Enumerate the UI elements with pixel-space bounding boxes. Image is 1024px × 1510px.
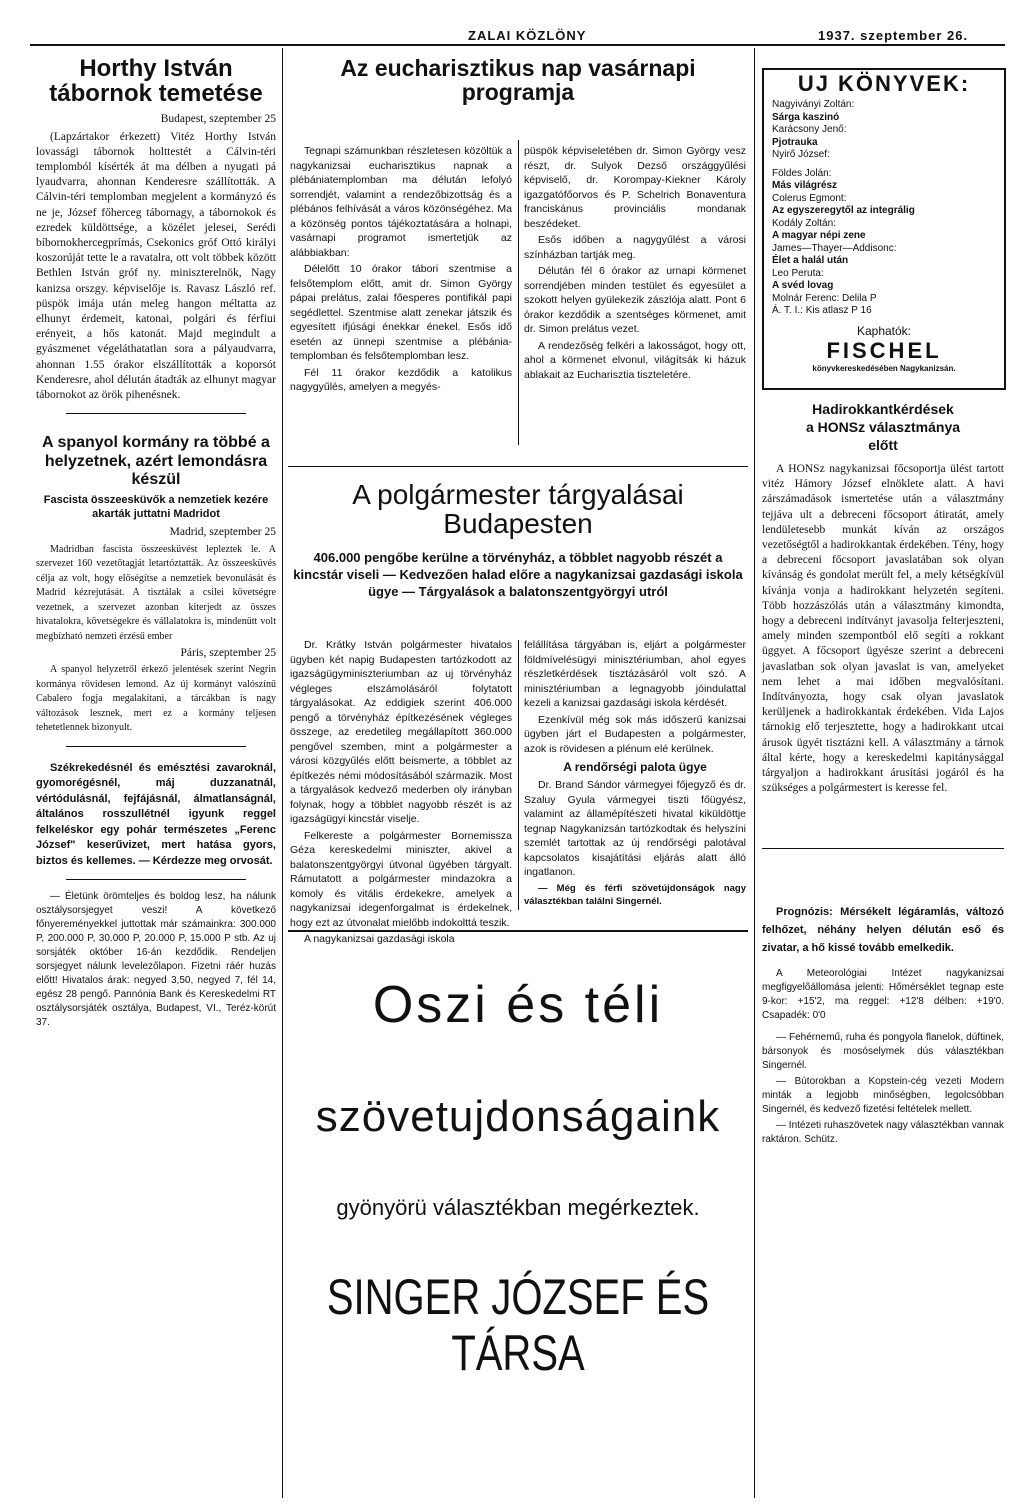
ad-ruhaszovet: — Intézeti ruhaszövetek nagy választékban vannak raktáron. Schütz.	[762, 1120, 1004, 1145]
book-line: Molnár Ferenc: Delila P	[772, 292, 877, 304]
fischel-sub: könyvkereskedésében Nagykanizsán.	[812, 363, 956, 373]
euch-text-7: A rendezőség felkéri a lakosságot, hogy ott, ahol a körmenet elvonul, világítsák ki házuk ablakait az Eucharisztia tiszteletére.	[524, 339, 746, 381]
horthy-title	[36, 56, 276, 106]
book-line: Colerus Egmont:	[772, 192, 847, 204]
mayor-text-7: — Még és férfi szövetújdonságok nagy választékban találni Singernél.	[524, 882, 746, 907]
books-title: UJ KÖNYVEK:	[797, 71, 971, 96]
euch-text-6: Délután fél 6 órakor az urnapi körmenet sorrendjében minden testület és egyesület a szokott helyen gyülekezik zászlója alatt. Pont 6 órakor kezdődik a szentséges körmenet, amit dr. Simon prelátus vezet.	[524, 265, 746, 335]
singer-ad-line1: Oszi és téli	[372, 976, 664, 1034]
honsz-text: A HONSz nagykanizsai főcsoportja ülést tartott vitéz Hámory József elnöklete alatt. A havi zárszámadások ismertetése után a választmány tejjáva ult a debreceni főcsoport átiratát, amely lendületesebb munkát kíván az országos vezetőségtől a hadirokkantak érdekében. Tény, hogy a debreceni főcsoport javaslatában sok olyan kívánság és gondolat merült fel, a mely kétségkívül kívánja vonja a hadirokkant helyzetén segíteni. Több hozzászólás után a választmány kimondta, hogy a debreceni indítványt javasolja felterjeszteni, amely minden szempontból elő segíti a rokkant üggyet. A főcsoport ügyésze szerint a debreceni javaslatban sok olyan javaslat is van, amelyeket nem lehet a mai időben megvalósítani. Indítványozta, hogy csak olyan javaslatok kerüljenek a hadirokkantak érdekében. Vida Lajos tárnokig elő terjesztette, hogy a hadirokkant utcai árusok ügyét tisztázni kell. A választmány a tárnok által kérte, hogy a kereskedelmi kapitánysággal tárgyaljon a hadirokkant árusítási jogáról és ha szükséges a polgármestert is keresse fel.	[762, 463, 1004, 795]
section-rule	[762, 848, 1004, 849]
mayor-text-2: Felkereste a polgármester Bornemissza Géza kereskedelmi miniszter, akivel a balatonszentgyörgyi útvonal ügyében tárgyalt. Rámutatott a polgármester mindazokra a komoly és vitális érdekekre, amelyek a nagykanizsai idegenforgalmat is érdekelnek, hogy ezt az útvonalat mielőbb indokolttá teszik.	[290, 829, 512, 929]
book-line: Más világrész	[772, 180, 838, 192]
separator	[66, 746, 246, 747]
book-line: Földes Jolán:	[772, 167, 832, 179]
spain-dateline-1: Madrid, szeptember 25	[169, 526, 276, 539]
euch-title-line1: Az eucharisztikus nap vasárnapi	[340, 55, 696, 81]
book-line: Kodály Zoltán:	[772, 217, 836, 229]
issue-date: 1937. szeptember 26.	[818, 28, 969, 43]
singer-ad-line2: szövetujdonságaink	[315, 1092, 721, 1141]
honsz-title-line3: előtt	[868, 437, 898, 453]
euch-title	[288, 56, 748, 104]
book-line: Á. T. I.: Kis atlasz P 16	[772, 305, 872, 317]
book-line: Leo Peruta:	[772, 267, 824, 279]
mayor-title	[288, 480, 748, 539]
spain-dateline-2: Páris, szeptember 25	[180, 647, 276, 660]
section-rule	[288, 930, 748, 932]
weather	[762, 858, 1004, 1498]
horthy-title-line1: Horthy István	[79, 55, 233, 82]
ad-keseruviz: Székrekedésnél és emésztési zavaroknál, gyomorégésnél, máj duzzanatnál, vértódulásnál, fejfájásnál, álmatlanságnál, általános rosszullétnél igyunk reggel felkeléskor egy pohár természetes „Ferenc József" keserűvizet, mert hatása gyors, biztos és kellemes. — Kérdezze meg orvosát.	[36, 761, 276, 867]
mayor-text-6: Dr. Brand Sándor vármegyei főjegyző és dr. Szaluy Gyula vármegyei tiszti főügyész, valamint az államépítészeti hivatal kiküldöttje tegnap Nagykanizsán tartózkodtak és helyszíni szemlét tartottak az új rendőrségi palotával kapcsolatos kisajátítási eljárás alatt álló ingatlanon.	[524, 779, 746, 878]
weather-forecast: Prognózis: Mérsékelt légáramlás, változó felhőzet, néhány helyen délután eső és zivatar, a hő kissé tovább emelkedik.	[762, 906, 1004, 954]
mayor-head	[288, 480, 748, 630]
honsz-title-line1: Hadirokkantkérdések	[812, 401, 954, 417]
police-palace-subtitle: A rendőrségi palota ügye	[563, 760, 707, 774]
singer-ad-line3: gyönyörü választékban megérkeztek.	[336, 1195, 700, 1220]
book-line: Nyirő József:	[772, 149, 830, 161]
euch-col-a	[290, 144, 512, 454]
book-line: A magyar népi zene	[772, 230, 866, 242]
mayor-col-a	[290, 638, 512, 945]
horthy-text: (Lapzártakor érkezett) Vitéz Horthy István lovassági tábornok holttestét a Cálvin-téri templomból kísérték át ma délben a nyugati pá lyaudvarra, ahonnan Kenderesre szállították. A Cálvin-téri templomban megjelent a kormányzó és ne je, József főherceg tábornagy, a tábornokok és ezredek küldöttsége, a közélet jelesei, Serédi bíbornokhercegprímás, Csekonics gróf Ottó királyi koszorúját tette le a ravatalra, ott volt többek között Bethlen István gróf ny. miniszterelnök, Nagy kanizsa orszgy. képviselője is. Ravasz László ref. püspök imája után meleg hangon méltatta az elhunyt érdemeit, katonai, polgári és férfiui erényeit, a hős katonát. Majd megindult a gyászmenet végeláthatatlan sora a pályaudvarra, ahonnan 1.55 órakor elszállították a koporsót Kenderesre, ahol délután átadták az elhunyt magyar tábornokot az örök pihenésnek.	[36, 130, 276, 402]
euch-text-5: Esős időben a nagygyűlést a városi színházban tartják meg.	[524, 234, 746, 261]
euch-text-1: Tegnapi számunkban részletesen közöltük a nagykanizsai eucharisztikus napnak a plébániatemplomban ma délután lefolyó sorrendjét, valamint a rendezőbizottság és a plébános felhívását a város közönségéhez. Ma a közönség pontos tájékoztatására a holnapi, vasárnapi programot ismertetjük az alábbiakban:	[290, 145, 512, 259]
fischel-name: FISCHEL	[826, 337, 942, 363]
column-rule	[754, 48, 755, 1498]
header-rule	[30, 44, 1005, 46]
book-line: Sárga kaszinó	[772, 111, 840, 123]
book-line: Pjotrauka	[772, 136, 818, 148]
book-line: Az egyszeregytől az integrálig	[772, 205, 915, 217]
separator	[66, 879, 246, 880]
mayor-text-4: felállítása tárgyában is, eljárt a polgármester földmívelésügyi minisztériumban, ahol egyes részletkérdések tisztázásáról volt szó. A minisztériumban a legnagyobb jóindulattal kezeli a kanizsai gazdasági iskola kérdését.	[524, 639, 746, 709]
mayor-title-line1: A polgármester tárgyalásai	[352, 479, 684, 510]
spain-subtitle: Fascista összeesküvők a nemzetiek kezére akarták juttatni Madridot	[43, 494, 269, 521]
horthy-dateline: Budapest, szeptember 25	[160, 113, 276, 126]
euch-col-b	[524, 144, 746, 454]
horthy-title-line2: tábornok temetése	[49, 80, 263, 108]
spain-text-2: A spanyol helyzetről érkező jelentések szerint Negrin kormánya rövidesen lemond. Az új kormányt valószínű Cabalero fogja megalakítani, a tárcákban is nagy változások lesznek, mert ez a kormány teljesen tehetetlennek bizonyult.	[36, 664, 276, 734]
euch-text-4: püspök képviseletében dr. Simon György vesz részt, dr. Sulyok Dezső országgyűlési képviselő, dr. Korompay-Kiekner Károly igazgatófőorvos és P. Schelrich Bonaventura franciskánus provinciális mondanak beszédeket.	[524, 145, 746, 230]
book-line: A svéd lovag	[772, 280, 834, 292]
singer-ad-line4: SINGER JÓZSEF ÉS TÁRSA	[326, 1270, 710, 1382]
ad-fehernemu: — Fehérnemű, ruha és pongyola flanelok, dúftinek, bársonyok és mosóselymek dús választékban Singernél.	[762, 1032, 1004, 1071]
column-rule	[282, 48, 283, 1498]
euch-text-2: Délelőtt 10 órakor tábori szentmise a felsőtemplom előtt, amit dr. Simon György pápai prelátus, zalai főesperes pontifikál papi segédlettel. Szentmise alatt zenekar játszik és egyesített ifjúsági énekkar énekel. Esős idő esetén az ünnepi szentmise a plébánia-templomban és felsőtemplomban lesz.	[290, 263, 512, 362]
books-box	[762, 68, 1006, 390]
paper-name: ZALAI KÖZLÖNY	[468, 28, 587, 43]
mayor-text-1: Dr. Krátky István polgármester hivatalos ügyben két napig Budapesten tartózkodott az igazságügyminiszteriumban az uj törvényház végleges elszámolásáról folytatott tárgyalásokat. Az eddigiek szerint 406.000 pengő a törvényház építkezésének végleges összege, az eredetileg megállapított 360.000 pengővel szemben, mint a polgármester a városi közgyűlés előtt beismerte, a többlet az építkezés némi módosításából származik. Most a tárgyalások kedvező mederben oly irányban folynak, hogy a többlet nagyobb részét is az igazságügyi kincstár viselje.	[290, 639, 512, 825]
section-rule	[288, 466, 748, 467]
spain-title: A spanyol kormány ra többé a helyzetnek, azért lemondásra készül	[42, 434, 270, 489]
euch-text-3: Fél 11 órakor kezdődik a katolikus nagygyűlés, amelyen a megyés-	[290, 366, 512, 393]
book-line: James—Thayer—Addisonc:	[772, 242, 897, 254]
weather-report: A Meteorológiai Intézet nagykanizsai megfigyelőállomása jelenti: Hőmérséklet tegnap este 9-kor: +15'2, ma reggel: +12'8 délben: +19'0. Csapadék: 0'0	[762, 968, 1004, 1021]
mayor-text-3: A nagykanizsai gazdasági iskola	[304, 933, 455, 945]
book-line: Nagyiványi Zoltán:	[772, 99, 855, 111]
ad-lottery: — Életünk örömteljes és boldog lesz, ha nálunk osztálysorsjegyet veszi! A következő főnyereményekkel juttottak már számainkra: 300.000 P, 200.000 P, 30.000 P, 20.000 P, 15.000 P stb. Az uj sorsjáték október 16-án kezdődik. Rendeljen sorsjegyet nálunk levelezőlapon. Fizetni ráér huzás előtt! Hivatalos árak: negyed 3,50, negyed 7, fél 14, egész 28 pengő. Pannónia Bank és Kereskedelmi RT osztálysorsjáték osztálya, Budapest, VI., Teréz-körút 37.	[36, 891, 276, 1029]
book-line: Élet a halál után	[772, 255, 849, 267]
mayor-col-b	[524, 638, 746, 914]
mayor-subtitle: 406.000 pengőbe kerülne a törvényház, a többlet nagyobb részét a kincstár viseli — Kedvezően halad előre a nagykanizsai gazdasági iskola ügye — Tárgyalások a balatonszentgyörgyi utról	[293, 549, 743, 599]
book-line: Karácsony Jenő:	[772, 124, 847, 136]
mayor-title-line2: Budapesten	[443, 508, 593, 540]
books-available: Kaphatók:	[856, 323, 912, 338]
euch-title-line2: programja	[461, 79, 575, 106]
column-right	[762, 400, 1004, 840]
ad-butor: — Bútorokban a Kopstein-cég vezeti Modern minták a legjobb minőségben, legolcsóbban Singernél, és kedvező fizetési feltételek mellett.	[762, 1076, 1004, 1115]
books-list	[764, 99, 1004, 318]
mayor-text-5: Ezenkívül még sok más időszerű kanizsai ügyben járt el Budapesten a polgármester, azok is rövidesen a plénum elé kerülnek.	[524, 713, 746, 755]
honsz-title	[762, 400, 1004, 454]
honsz-title-line2: a HONSz választmánya	[805, 419, 961, 435]
separator	[66, 413, 246, 414]
spain-text-1: Madridban fascista összeesküvést lepleztek le. A szervezet 160 vezetőtagját letartóztatták. Az összeesküvés célja az volt, hogy előségítse a nemzetiek bevonulását és Madrid kézrejutását. A tisztálak a csilei követségre vezetnek, a szervezet azonban kiterjedt az összes hivatalokra, követségekre és vállalatokra is, mindenütt volt megbízható nemzeti érzésű ember	[36, 543, 276, 642]
column-left	[36, 56, 276, 1496]
